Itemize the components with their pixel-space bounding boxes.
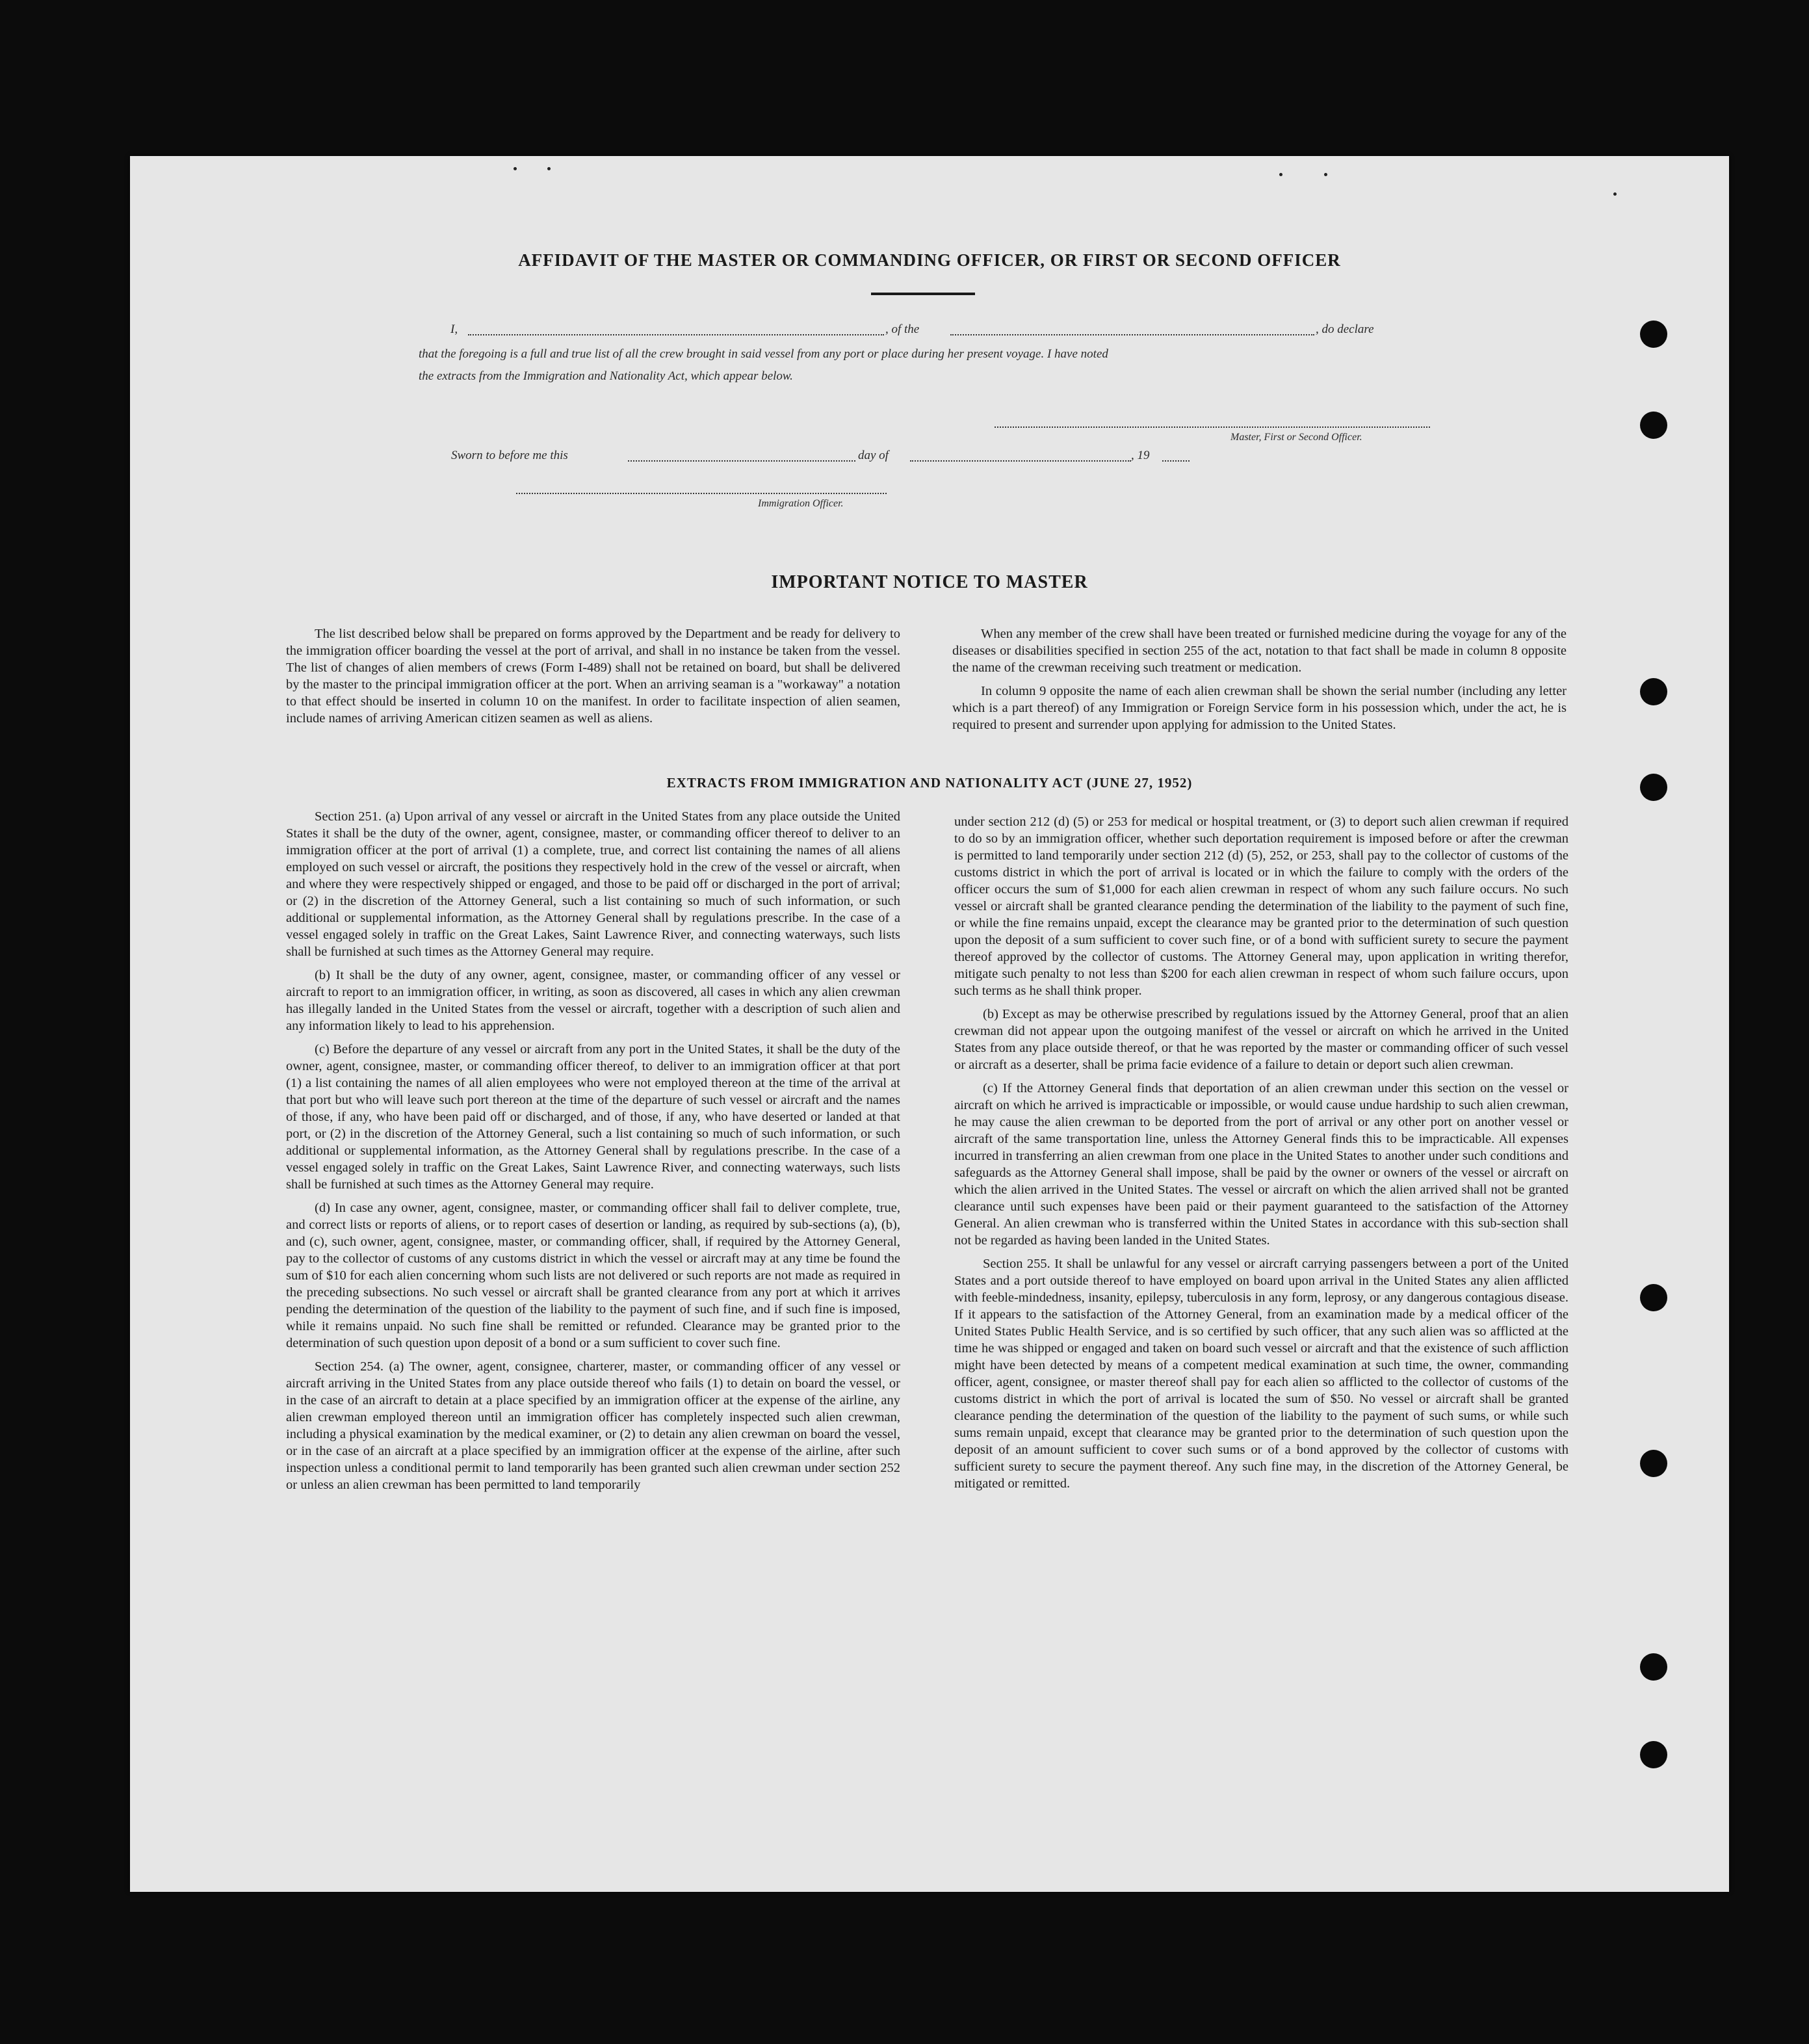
immigration-officer-signature-field[interactable] (516, 493, 887, 494)
act-paragraph: under section 212 (d) (5) or 253 for medical or hospital treatment, or (3) to deport such alien crewman if required to do so by an immigration officer, whether such deportation requirement is imposed before or after the crewman is permitted to land temporarily under section 212 (d) (5), 252, or 253, shall pay to the collector of customs of the customs district in which the port of arrival is located or in which the failure to comply with the orders of the officer occurs the sum of $1,000 for each alien crewman in respect of whom any such failure occurs. No such vessel or aircraft shall be granted clearance pending the determination of the liability to the payment of such fine, or while the fine remains unpaid, except the clearance may be granted prior to the determination of such question upon the deposit of a sum sufficient to cover such fine, or of a bond with sufficient surety to secure the payment thereof approved by the collector of customs. The Attorney General may, upon application in writing therefor, mitigate such penalty to not less than $200 for each alien crewman in respect of whom such failure occurs, upon such terms as he shall think proper. (954, 815, 1568, 998)
year-label: , 19 (1131, 449, 1150, 462)
extracts-left-column (286, 808, 900, 1500)
affidavit-title: AFFIDAVIT OF THE MASTER OR COMMANDING OFFICER, OR FIRST OR SECOND OFFICER (518, 250, 1341, 270)
act-paragraph: (b) Except as may be otherwise prescribed by regulations issued by the Attorney General, proof that an alien crewman did not appear upon the outgoing manifest of the vessel or aircraft on which he arrived in the United States from any place outside thereof, or that he was reported by the master or commanding officer of such vessel or aircraft as a deserter, shall be prima facie evidence of a failure to detain or deport such alien crewman. (954, 1007, 1568, 1072)
of-the-label: , of the (885, 322, 920, 336)
master-signature-field[interactable] (995, 426, 1430, 428)
punch-hole (1640, 1450, 1667, 1477)
dust-speck (547, 167, 551, 170)
affidavit-text-line-3: the extracts from the Immigration and Nationality Act, which appear below. (419, 369, 793, 383)
punch-hole (1640, 1741, 1667, 1768)
extracts-right-column (954, 813, 1568, 1499)
act-paragraph: (b) It shall be the duty of any owner, agent, consignee, master, or commanding officer of any vessel or aircraft to report to an immigration officer, in writing, as soon as discovered, all cases in which any alien crewman has illegally landed in the United States from the vessel or aircraft, together with a description of such alien and any information likely to lead to his apprehension. (286, 968, 900, 1033)
master-signature-label: Master, First or Second Officer. (1230, 432, 1362, 443)
punch-hole (1640, 321, 1667, 348)
punch-hole (1640, 1284, 1667, 1311)
act-paragraph: Section 254. (a) The owner, agent, consignee, charterer, master, or commanding officer of any vessel or aircraft arriving in the United States from any place outside thereof who fails (1) to detain on board the vessel, or in the case of an aircraft to detain at a place specified by an immigration officer at the expense of the airline, any alien crewman employed thereon until an immigration officer has completely inspected such alien crewman, including a physical examination by the medical examiner, or (2) to detain any alien crewman on board the vessel, or in the case of an aircraft at a place specified by an immigration officer at the expense of the airline, after such inspection unless a conditional permit to land temporarily has been granted such alien crewman under section 252 or unless an alien crewman has been permitted to land temporarily (286, 1359, 900, 1492)
day-of-label: day of (858, 449, 889, 462)
do-declare-label: , do declare (1316, 322, 1374, 336)
act-paragraph: (c) Before the departure of any vessel or aircraft from any port in the United States, it shall be the duty of the owner, agent, consignee, master, or commanding officer thereof, to deliver to an immigration officer at that port (1) a list containing the names of all alien employees who were not employed thereon at the time of the arrival at that port but who will leave such port thereon at the time of the departure of such vessel or aircraft and the names of those, if any, who have been paid off or discharged, and of those, if any, who have deserted or landed at that port, or (2) in the discretion of the Attorney General, such a list containing so much of such information, or such additional or supplemental information, as the Attorney General shall by regulations prescribe. In the case of a vessel engaged solely in traffic on the Great Lakes, Saint Lawrence River, and connecting waterways, such lists shall be furnished at such times as the Attorney General may require. (286, 1042, 900, 1192)
dust-speck (1613, 192, 1617, 196)
notice-title: IMPORTANT NOTICE TO MASTER (771, 572, 1088, 592)
dust-speck (514, 167, 517, 170)
dust-speck (1324, 173, 1327, 176)
immigration-officer-label: Immigration Officer. (758, 498, 844, 509)
punch-hole (1640, 412, 1667, 439)
notice-paragraph: In column 9 opposite the name of each alien crewman shall be shown the serial number (including any letter which is a part thereof) of any Immigration or Foreign Service form in his possession which, under the act, he is required to present and surrender upon applying for admission to the United States. (952, 684, 1567, 732)
notice-paragraph: The list described below shall be prepared on forms approved by the Department and be ready for delivery to the immigration officer boarding the vessel at the port of arrival, and shall in no instance be taken from the vessel. The list of changes of alien members of crews (Form I-489) shall not be retained on board, but shall be delivered by the master to the principal immigration officer at the port. When an arriving seaman is a "workaway" a notation to that effect should be inserted in column 10 on the manifest. In order to facilitate inspection of alien seamen, include names of arriving American citizen seamen as well as aliens. (286, 627, 900, 726)
vessel-name-field[interactable] (950, 334, 1314, 335)
act-paragraph: Section 255. It shall be unlawful for any vessel or aircraft carrying passengers between a port of the United States and a port outside thereof to have employed on board upon arrival in the United States any alien afflicted with feeble-mindedness, insanity, epilepsy, tuberculosis in any form, leprosy, or any dangerous contagious disease. If it appears to the satisfaction of the Attorney General, from an examination made by a medical officer of the United States Public Health Service, and is so certified by such officer, that any such alien was so afflicted at the time he was shipped or engaged and taken on board such vessel or aircraft and that the existence of such affliction might have been detected by means of a competent medical examination at such time, the owner, commanding officer, agent, consignee, or master thereof shall pay for each alien so afflicted to the collector of customs of the customs district in which the port of arrival is located the sum of $50. No vessel or aircraft shall be granted clearance pending the determination of the question of the liability to the payment of such sums, or while such sums remain unpaid, except that clearance may be granted prior to the determination of such question upon the deposit of an amount sufficient to cover such sums or of a bond approved by the collector of customs with sufficient surety to secure the payment thereof. Any such fine may, in the discretion of the Attorney General, be mitigated or remitted. (954, 1257, 1568, 1491)
punch-hole (1640, 1653, 1667, 1681)
sworn-year-field[interactable] (1162, 460, 1190, 462)
sworn-month-field[interactable] (910, 460, 1131, 462)
punch-hole (1640, 678, 1667, 705)
sworn-label: Sworn to before me this (451, 449, 568, 462)
notice-paragraph: When any member of the crew shall have been treated or furnished medicine during the voyage for any of the diseases or disabilities specified in section 255 of the act, notation to that fact shall be made in column 8 opposite the name of the crewman receiving such treatment or medication. (952, 627, 1567, 675)
declarant-name-field[interactable] (468, 334, 884, 335)
act-paragraph: (d) In case any owner, agent, consignee, master, or commanding officer shall fail to deliver complete, true, and correct lists or reports of aliens, or to report cases of desertion or landing, as required by sub-sections (a), (b), and (c), such owner, agent, consignee, master, or commanding officer, shall, if required by the Attorney General, pay to the collector of customs of any customs district in which the vessel or aircraft may at any time be found the sum of $10 for each alien concerning whom such lists are not delivered or such reports are not made as required in the preceding subsections. No such vessel or aircraft shall be granted clearance from any port at which it arrives pending the determination of the question of the liability to the payment of such fine, and if such fine is imposed, while it remains unpaid. No such fine shall be remitted or refunded. Clearance may be granted prior to the determination of such question upon deposit of a bond or a sum sufficient to cover such fine. (286, 1201, 900, 1350)
act-paragraph: (c) If the Attorney General finds that deportation of an alien crewman under this section on the vessel or aircraft on which he arrived is impracticable or impossible, or would cause undue hardship to such alien crewman, he may cause the alien crewman to be deported from the port of arrival or any other port on another vessel or aircraft of the same transportation line, unless the Attorney General finds this to be impracticable. All expenses incurred in transferring an alien crewman from one place in the United States to another under such conditions and safeguards as the Attorney General shall impose, shall be paid by the owner or owners of the vessel or aircraft on which the alien arrived in the United States. The vessel or aircraft on which the alien arrived shall not be granted clearance until such expenses have been paid or their payment guaranteed to the satisfaction of the Attorney General. An alien crewman who is transferred within the United States in accordance with this sub-section shall not be regarded as having been landed in the United States. (954, 1081, 1568, 1248)
dust-speck (1279, 173, 1282, 176)
title-rule (871, 293, 975, 295)
extracts-title: EXTRACTS FROM IMMIGRATION AND NATIONALITY ACT (JUNE 27, 1952) (666, 775, 1193, 791)
document-page (130, 156, 1729, 1892)
notice-right-column (952, 625, 1567, 740)
affidavit-text-line-2: that the foregoing is a full and true list of all the crew brought in said vessel from any port or place during her present voyage. I have noted (419, 347, 1108, 361)
declarant-label: I, (450, 322, 458, 336)
notice-left-column (286, 625, 900, 733)
sworn-day-field[interactable] (628, 460, 855, 462)
act-paragraph: Section 251. (a) Upon arrival of any vessel or aircraft in the United States from any place outside the United States it shall be the duty of the owner, agent, consignee, master, or commanding officer thereof to deliver to an immigration officer at the port of arrival (1) a complete, true, and correct list containing the names of all aliens employed on such vessel or aircraft, the positions they respectively hold in the crew of the vessel or aircraft, when and where they were respectively shipped or engaged, and those to be paid off or discharged in the port of arrival; or (2) in the discretion of the Attorney General, such a list containing so much of such information, or such additional or supplemental information, as the Attorney General shall by regulations prescribe. In the case of a vessel engaged solely in traffic on the Great Lakes, Saint Lawrence River, and connecting waterways, such lists shall be furnished at such times as the Attorney General may require. (286, 809, 900, 959)
